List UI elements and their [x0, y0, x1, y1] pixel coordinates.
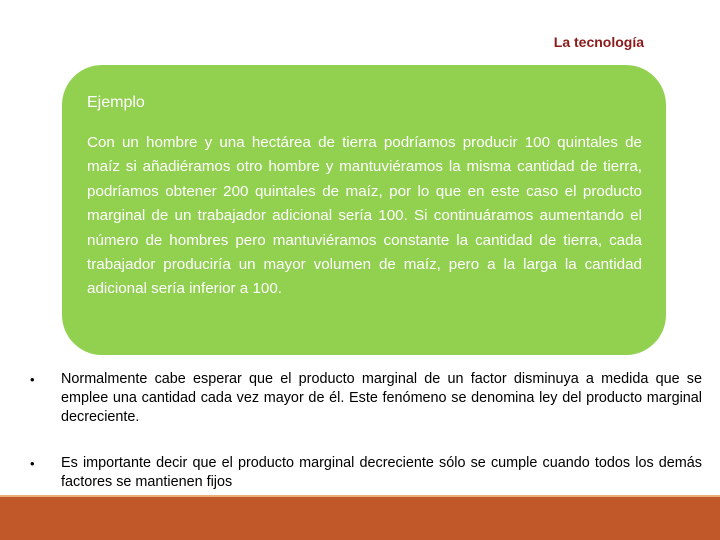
example-text: Con un hombre y una hectárea de tierra podríamos producir 100 quintales de maíz si añadiéramos otro hombre y mantuviéramos la misma cantidad de tierra, podríamos obtener 200 quintales de maíz, por lo que en este caso el producto marginal de un trabajador adicional sería 100. Si continuáramos aumentando el número de hombres pero mantuviéramos constante la cantidad de tierra, cada trabajador produciría un mayor volumen de maíz, pero a la larga la cantidad adicional sería inferior a 100.	[87, 134, 642, 298]
example-box	[62, 65, 666, 355]
example-heading: Ejemplo	[87, 94, 145, 111]
bullet-text: Es importante decir que el producto marginal decreciente sólo se cumple cuando todos los demás factores se mantienen fijos	[61, 455, 702, 490]
bullet-text: Normalmente cabe esperar que el producto marginal de un factor disminuya a medida que se emplee una cantidad cada vez mayor de él. Este fenómeno se denomina ley del producto marginal decreciente.	[61, 371, 702, 425]
bullet-marker: •	[30, 372, 35, 387]
slide-title: La tecnología	[553, 34, 644, 50]
footer-bar	[0, 497, 720, 540]
bullet-item	[30, 370, 702, 427]
bullet-list	[30, 370, 702, 492]
bullet-marker: •	[30, 456, 35, 471]
bullet-item	[30, 454, 702, 492]
